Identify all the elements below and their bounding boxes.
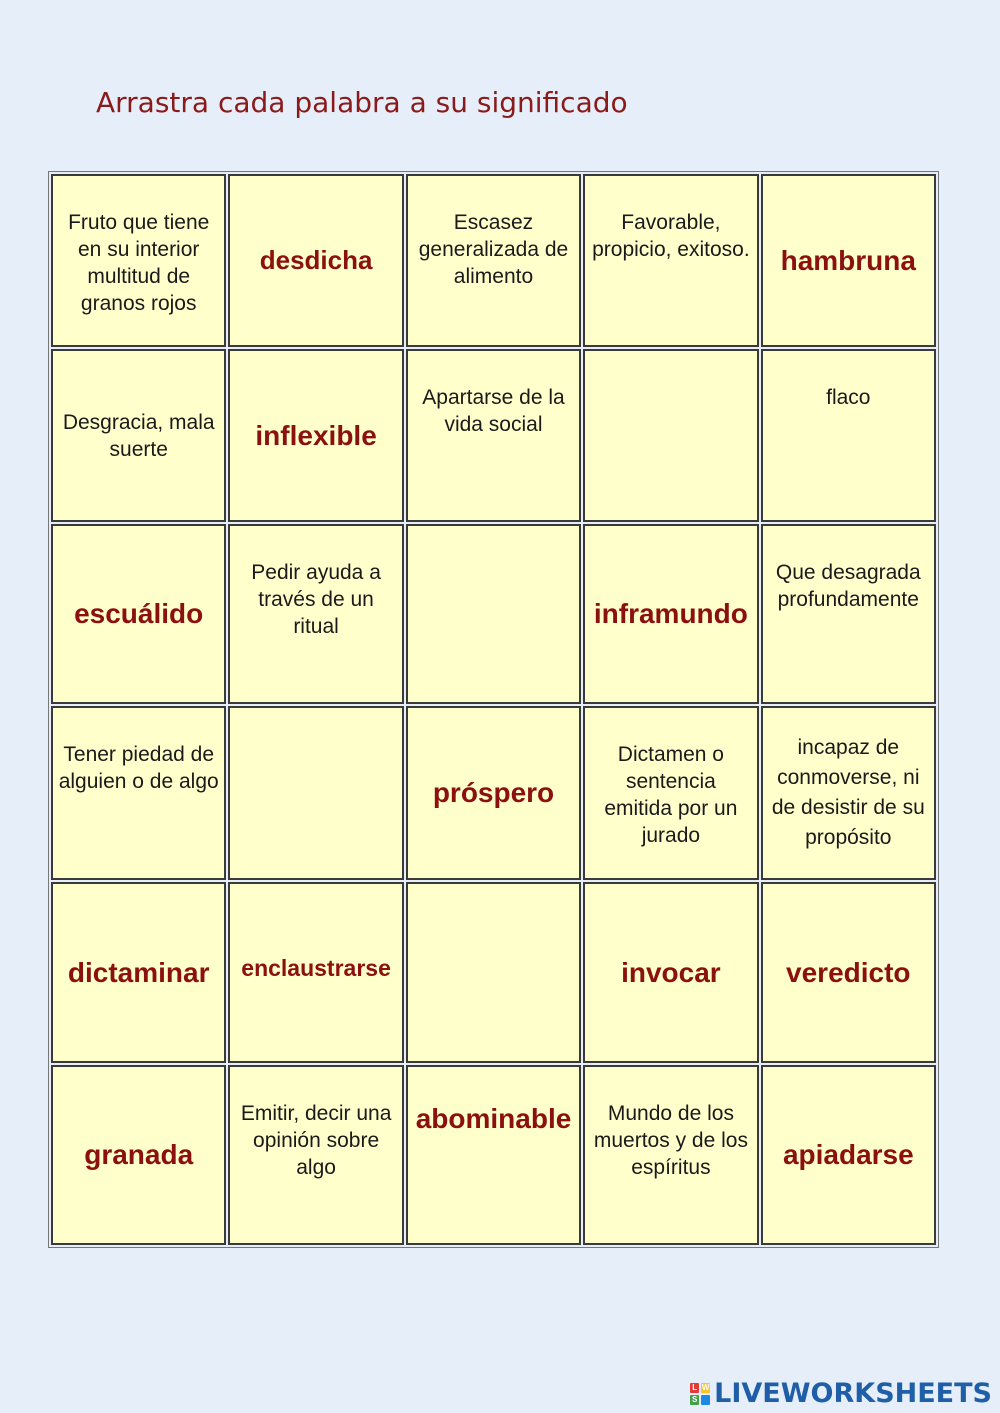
definition-cell: Mundo de los muertos y de los espíritus bbox=[583, 1065, 758, 1245]
definition-cell: flaco bbox=[761, 349, 936, 522]
grid-row bbox=[50, 348, 937, 523]
liveworksheets-icon bbox=[690, 1383, 710, 1405]
definition-cell: Apartarse de la vida social bbox=[406, 349, 581, 522]
definition-cell: Que desagrada profundamente bbox=[761, 524, 936, 704]
word-tile[interactable]: escuálido bbox=[51, 524, 226, 704]
logo-square-l: L bbox=[690, 1383, 699, 1393]
word-tile[interactable]: veredicto bbox=[761, 882, 936, 1063]
grid-row bbox=[50, 1064, 937, 1246]
word-tile[interactable]: apiadarse bbox=[761, 1065, 936, 1245]
definition-cell: Fruto que tiene en su interior multitud de granos rojos bbox=[51, 174, 226, 347]
definition-cell: Favorable, propicio, exitoso. bbox=[583, 174, 758, 347]
definition-cell: Tener piedad de alguien o de algo bbox=[51, 706, 226, 880]
drop-zone[interactable] bbox=[583, 349, 758, 522]
word-tile[interactable]: próspero bbox=[406, 706, 581, 880]
liveworksheets-logo[interactable] bbox=[690, 1378, 992, 1409]
word-tile[interactable]: invocar bbox=[583, 882, 758, 1063]
brand-name: LIVEWORKSHEETS bbox=[714, 1378, 992, 1409]
word-tile[interactable]: abominable bbox=[406, 1065, 581, 1245]
word-tile[interactable]: dictaminar bbox=[51, 882, 226, 1063]
logo-square-w: W bbox=[701, 1382, 710, 1392]
drop-zone[interactable] bbox=[228, 706, 403, 880]
grid-row bbox=[50, 881, 937, 1064]
page-title: Arrastra cada palabra a su significado bbox=[96, 86, 628, 119]
logo-square-blank bbox=[701, 1395, 710, 1405]
grid-row bbox=[50, 705, 937, 881]
definition-cell: Pedir ayuda a través de un ritual bbox=[228, 524, 403, 704]
word-tile[interactable]: granada bbox=[51, 1065, 226, 1245]
word-tile[interactable]: hambruna bbox=[761, 174, 936, 347]
word-tile[interactable]: inframundo bbox=[583, 524, 758, 704]
matching-grid bbox=[48, 171, 939, 1248]
grid-row bbox=[50, 523, 937, 705]
definition-cell: Dictamen o sentencia emitida por un jurado bbox=[583, 706, 758, 880]
definition-cell: Emitir, decir una opinión sobre algo bbox=[228, 1065, 403, 1245]
word-tile[interactable]: inflexible bbox=[228, 349, 403, 522]
definition-cell: Escasez generalizada de alimento bbox=[406, 174, 581, 347]
drop-zone[interactable] bbox=[406, 524, 581, 704]
drop-zone[interactable] bbox=[406, 882, 581, 1063]
word-tile[interactable]: desdicha bbox=[228, 174, 403, 347]
definition-cell: Desgracia, mala suerte bbox=[51, 349, 226, 522]
logo-square-s: S bbox=[691, 1394, 698, 1404]
word-tile[interactable]: enclaustrarse bbox=[228, 882, 403, 1063]
grid-row bbox=[50, 173, 937, 348]
definition-cell: incapaz de conmoverse, ni de desistir de su propósito bbox=[761, 706, 936, 880]
